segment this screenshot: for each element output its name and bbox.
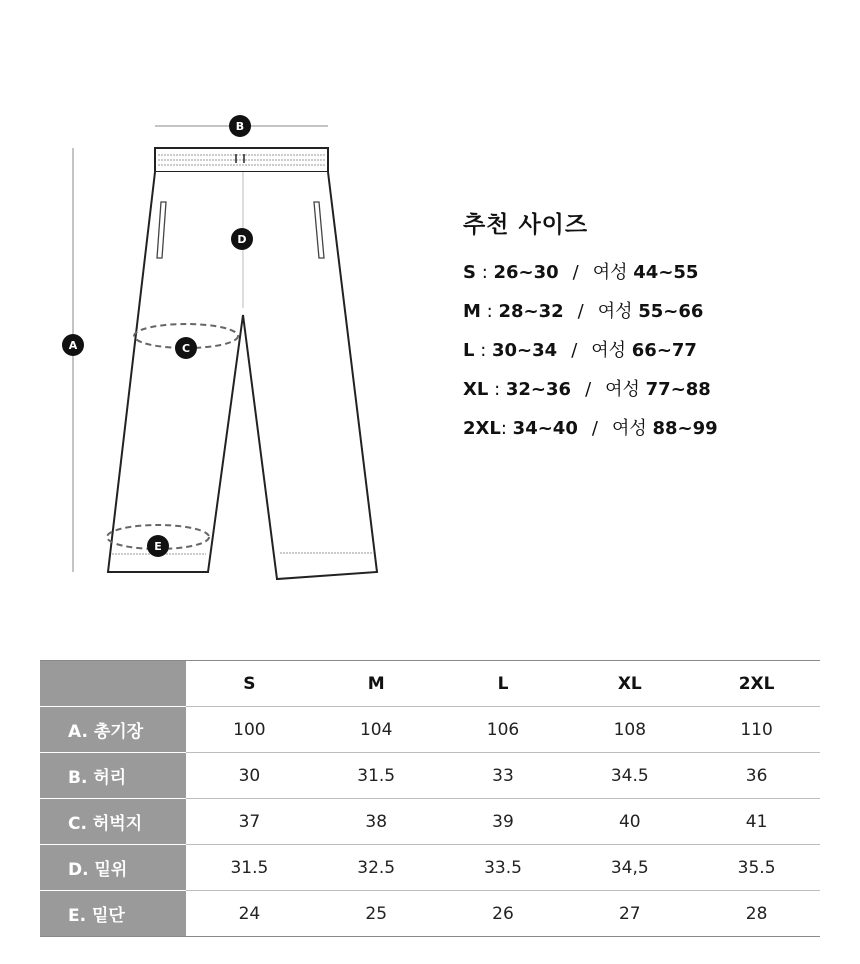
table-col-size: L bbox=[440, 661, 567, 707]
recommend-slash: / bbox=[577, 301, 584, 322]
svg-text:A: A bbox=[68, 339, 78, 352]
table-cell: 25 bbox=[313, 891, 440, 937]
size-table-header bbox=[40, 661, 820, 707]
table-row-label: A. 총기장 bbox=[40, 707, 186, 753]
table-cell: 39 bbox=[440, 799, 567, 845]
table-col-size: M bbox=[313, 661, 440, 707]
pants-diagram bbox=[0, 0, 420, 600]
recommend-women-range: 88~99 bbox=[652, 418, 718, 439]
table-row-label: B. 허리 bbox=[40, 753, 186, 799]
recommend-size: L bbox=[463, 340, 475, 361]
table-cell: 31.5 bbox=[313, 753, 440, 799]
recommend-range: 28~32 bbox=[498, 301, 564, 322]
svg-text:C: C bbox=[181, 342, 191, 355]
table-cell: 34,5 bbox=[566, 845, 693, 891]
table-cell: 104 bbox=[313, 707, 440, 753]
marker-b bbox=[229, 115, 251, 137]
table-col-size: XL bbox=[566, 661, 693, 707]
recommend-size: XL bbox=[463, 379, 489, 400]
recommend-size: 2XL bbox=[463, 418, 501, 439]
table-cell: 26 bbox=[440, 891, 567, 937]
table-col-size: S bbox=[186, 661, 313, 707]
recommend-sep: : bbox=[475, 262, 494, 283]
recommend-slash: / bbox=[572, 262, 579, 283]
table-cell: 40 bbox=[566, 799, 693, 845]
svg-text:B: B bbox=[235, 120, 245, 133]
table-cell: 24 bbox=[186, 891, 313, 937]
recommend-size: M bbox=[463, 301, 481, 322]
table-col-size: 2XL bbox=[693, 661, 820, 707]
marker-d bbox=[231, 228, 253, 250]
recommend-sep: : bbox=[488, 379, 506, 400]
table-row bbox=[40, 753, 820, 799]
table-cell: 33 bbox=[440, 753, 567, 799]
recommend-slash: / bbox=[571, 340, 578, 361]
table-cell: 30 bbox=[186, 753, 313, 799]
recommend-women-range: 44~55 bbox=[633, 262, 699, 283]
marker-c bbox=[175, 337, 197, 359]
table-row-label: D. 밑위 bbox=[40, 845, 186, 891]
svg-text:D: D bbox=[237, 233, 247, 246]
table-cell: 37 bbox=[186, 799, 313, 845]
recommend-row-m bbox=[463, 292, 718, 331]
table-cell: 110 bbox=[693, 707, 820, 753]
svg-text:E: E bbox=[154, 540, 162, 553]
table-cell: 32.5 bbox=[313, 845, 440, 891]
recommend-slash: / bbox=[585, 379, 592, 400]
recommend-women-range: 66~77 bbox=[631, 340, 697, 361]
table-row bbox=[40, 707, 820, 753]
recommend-women-range: 55~66 bbox=[638, 301, 704, 322]
recommend-range: 34~40 bbox=[512, 418, 578, 439]
table-cell: 31.5 bbox=[186, 845, 313, 891]
table-cell: 33.5 bbox=[440, 845, 567, 891]
recommend-slash: / bbox=[591, 418, 598, 439]
recommended-size-title: 추천 사이즈 bbox=[463, 212, 589, 238]
recommend-row-xl bbox=[463, 370, 718, 409]
table-cell: 34.5 bbox=[566, 753, 693, 799]
table-cell: 108 bbox=[566, 707, 693, 753]
recommend-women-label: 여성 bbox=[605, 379, 640, 400]
recommend-sep: : bbox=[480, 301, 499, 322]
recommend-row-2xl bbox=[463, 409, 718, 448]
table-cell: 41 bbox=[693, 799, 820, 845]
table-cell: 100 bbox=[186, 707, 313, 753]
recommend-women-label: 여성 bbox=[597, 301, 633, 322]
recommend-women-label: 여성 bbox=[611, 418, 647, 439]
recommend-row-l bbox=[463, 331, 718, 370]
table-row-label: E. 밑단 bbox=[40, 891, 186, 937]
table-row bbox=[40, 799, 820, 845]
recommend-women-label: 여성 bbox=[591, 340, 627, 361]
table-row-label: C. 허벅지 bbox=[40, 799, 186, 845]
recommend-range: 26~30 bbox=[493, 262, 559, 283]
recommend-women-range: 77~88 bbox=[645, 379, 711, 400]
table-cell: 106 bbox=[440, 707, 567, 753]
recommend-size: S bbox=[463, 262, 476, 283]
marker-e bbox=[147, 535, 169, 557]
recommend-range: 30~34 bbox=[492, 340, 558, 361]
recommended-size-panel bbox=[463, 206, 718, 448]
marker-a bbox=[62, 334, 84, 356]
table-cell: 38 bbox=[313, 799, 440, 845]
recommend-women-label: 여성 bbox=[592, 262, 628, 283]
table-cell: 27 bbox=[566, 891, 693, 937]
recommend-sep: : bbox=[500, 418, 513, 439]
size-table bbox=[40, 660, 820, 937]
recommend-range: 32~36 bbox=[505, 379, 572, 400]
table-cell: 28 bbox=[693, 891, 820, 937]
table-corner-cell bbox=[40, 661, 186, 707]
recommend-row-s bbox=[463, 253, 718, 292]
table-cell: 35.5 bbox=[693, 845, 820, 891]
table-row bbox=[40, 891, 820, 937]
table-row bbox=[40, 845, 820, 891]
table-cell: 36 bbox=[693, 753, 820, 799]
recommend-sep: : bbox=[474, 340, 492, 361]
